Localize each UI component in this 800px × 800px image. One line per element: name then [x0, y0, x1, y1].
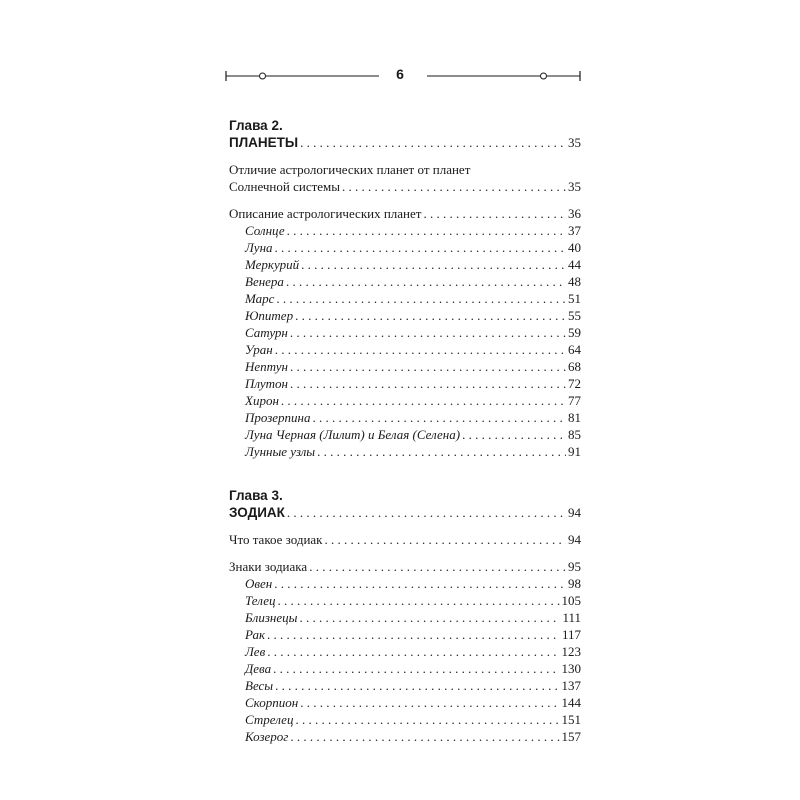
toc-subentry[interactable] — [229, 256, 581, 273]
page-ref: 36 — [568, 206, 581, 221]
page-ref: 144 — [561, 695, 581, 710]
dot-leader — [290, 728, 559, 745]
chapter-label: Глава 3. — [229, 488, 283, 503]
toc-subentry[interactable] — [229, 609, 581, 626]
dot-leader — [423, 205, 566, 222]
table-of-contents — [229, 117, 581, 745]
toc-subentry-title: Телец — [245, 593, 276, 608]
toc-entry[interactable] — [229, 558, 581, 575]
page-ref: 117 — [561, 627, 581, 642]
toc-entry[interactable] — [229, 178, 581, 195]
dot-leader — [287, 504, 566, 521]
chapter-title: ПЛАНЕТЫ — [229, 135, 299, 150]
toc-subentry[interactable] — [229, 375, 581, 392]
page-ref: 130 — [561, 661, 581, 676]
page-ref: 105 — [561, 593, 581, 608]
toc-subentry-title: Лев — [245, 644, 266, 659]
page-ref: 37 — [568, 223, 581, 238]
page-ref: 98 — [568, 576, 581, 591]
dot-leader — [275, 239, 566, 256]
dot-leader — [300, 694, 559, 711]
dot-leader — [286, 273, 566, 290]
page-ref: 111 — [562, 610, 581, 625]
toc-subentry-title: Юпитер — [245, 308, 294, 323]
toc-entry[interactable] — [229, 504, 581, 521]
toc-subentry-title: Дева — [245, 661, 272, 676]
page-ref: 151 — [561, 712, 581, 727]
toc-subentry[interactable] — [229, 694, 581, 711]
toc-subentry-title: Марс — [245, 291, 275, 306]
dot-leader — [290, 324, 566, 341]
toc-entry[interactable] — [229, 531, 581, 548]
page-ref: 123 — [561, 644, 581, 659]
toc-subentry[interactable] — [229, 443, 581, 460]
dot-leader — [290, 358, 566, 375]
dot-leader — [290, 375, 566, 392]
toc-subentry-title: Козерог — [245, 729, 289, 744]
toc-subentry[interactable] — [229, 324, 581, 341]
chapter-3 — [229, 487, 581, 745]
dot-leader — [325, 531, 567, 548]
toc-subentry-title: Скорпион — [245, 695, 299, 710]
dot-leader — [274, 575, 566, 592]
toc-subentry[interactable] — [229, 290, 581, 307]
toc-entry-title: Что такое зодиак — [229, 532, 323, 547]
dot-leader — [287, 222, 566, 239]
toc-subentry-title: Хирон — [245, 393, 279, 408]
dot-leader — [313, 409, 566, 426]
toc-subentry-title: Стрелец — [245, 712, 294, 727]
toc-subentry-title: Сатурн — [245, 325, 288, 340]
toc-entry[interactable] — [229, 134, 581, 151]
chapter-2 — [229, 117, 581, 460]
page-ref: 77 — [568, 393, 581, 408]
toc-subentry-title: Рак — [245, 627, 266, 642]
toc-subentry[interactable] — [229, 592, 581, 609]
page-ref: 72 — [568, 376, 581, 391]
dot-leader — [295, 307, 566, 324]
toc-subentry[interactable] — [229, 358, 581, 375]
page-ref: 51 — [568, 291, 581, 306]
toc-subentry[interactable] — [229, 660, 581, 677]
dot-leader — [309, 558, 566, 575]
page-ref: 35 — [568, 179, 581, 194]
toc-subentry[interactable] — [229, 307, 581, 324]
dot-leader — [342, 178, 566, 195]
toc-entry-title: Описание астрологических планет — [229, 206, 422, 221]
toc-subentry[interactable] — [229, 626, 581, 643]
toc-subentry-title: Меркурий — [245, 257, 300, 272]
toc-subentry-title: Весы — [245, 678, 274, 693]
toc-subentry[interactable] — [229, 643, 581, 660]
page-ref: 55 — [568, 308, 581, 323]
dot-leader — [317, 443, 566, 460]
page-ref: 40 — [568, 240, 581, 255]
chapter-title: ЗОДИАК — [229, 505, 285, 520]
page-ref: 95 — [568, 559, 581, 574]
dot-leader — [267, 643, 559, 660]
page-number: 6 — [396, 66, 404, 82]
toc-subentry-title: Венера — [245, 274, 284, 289]
dot-leader — [275, 677, 559, 694]
page-ref: 157 — [561, 729, 581, 744]
toc-subentry[interactable] — [229, 677, 581, 694]
page-ref: 64 — [568, 342, 581, 357]
page-ref: 85 — [568, 427, 581, 442]
toc-subentry-title: Близнецы — [245, 610, 298, 625]
dot-leader — [277, 592, 559, 609]
toc-subentry[interactable] — [229, 426, 581, 443]
dot-leader — [267, 626, 560, 643]
toc-subentry[interactable] — [229, 728, 581, 745]
toc-subentry[interactable] — [229, 711, 581, 728]
dot-leader — [276, 290, 566, 307]
toc-entry-title: Солнечной системы — [229, 179, 341, 194]
page-ref: 48 — [568, 274, 581, 289]
dot-leader — [300, 134, 566, 151]
toc-subentry-title: Солнце — [245, 223, 285, 238]
page-ref: 94 — [568, 532, 581, 547]
toc-subentry[interactable] — [229, 575, 581, 592]
dot-leader — [273, 660, 559, 677]
dot-leader — [301, 256, 566, 273]
dot-leader — [281, 392, 566, 409]
toc-entry[interactable] — [229, 205, 581, 222]
page-ref: 91 — [568, 444, 581, 459]
toc-subentry[interactable] — [229, 409, 581, 426]
page-ref: 81 — [568, 410, 581, 425]
toc-subentry-title: Плутон — [245, 376, 288, 391]
page-ref: 44 — [568, 257, 581, 272]
toc-subentry[interactable] — [229, 239, 581, 256]
dot-leader — [275, 341, 566, 358]
toc-subentry-title: Уран — [245, 342, 273, 357]
toc-subentry[interactable] — [229, 341, 581, 358]
toc-subentry-title: Прозерпина — [245, 410, 311, 425]
toc-subentry-title: Нептун — [245, 359, 288, 374]
dot-leader — [299, 609, 560, 626]
page-ref: 94 — [568, 505, 581, 520]
toc-subentry-title: Луна Черная (Лилит) и Белая (Селена) — [245, 427, 461, 442]
toc-subentry[interactable] — [229, 273, 581, 290]
chapter-label: Глава 2. — [229, 118, 283, 133]
page-ref: 35 — [568, 135, 581, 150]
toc-entry-title: Знаки зодиака — [229, 559, 308, 574]
dot-leader — [462, 426, 566, 443]
toc-subentry[interactable] — [229, 222, 581, 239]
page-ref: 59 — [568, 325, 581, 340]
toc-subentry[interactable] — [229, 392, 581, 409]
toc-subentry-title: Луна — [245, 240, 273, 255]
toc-subentry-title: Овен — [245, 576, 273, 591]
page-ref: 68 — [568, 359, 581, 374]
toc-subentry-title: Лунные узлы — [245, 444, 316, 459]
toc-entry-text: Отличие астрологических планет от планет — [229, 162, 471, 177]
dot-leader — [295, 711, 559, 728]
page-ref: 137 — [561, 678, 581, 693]
